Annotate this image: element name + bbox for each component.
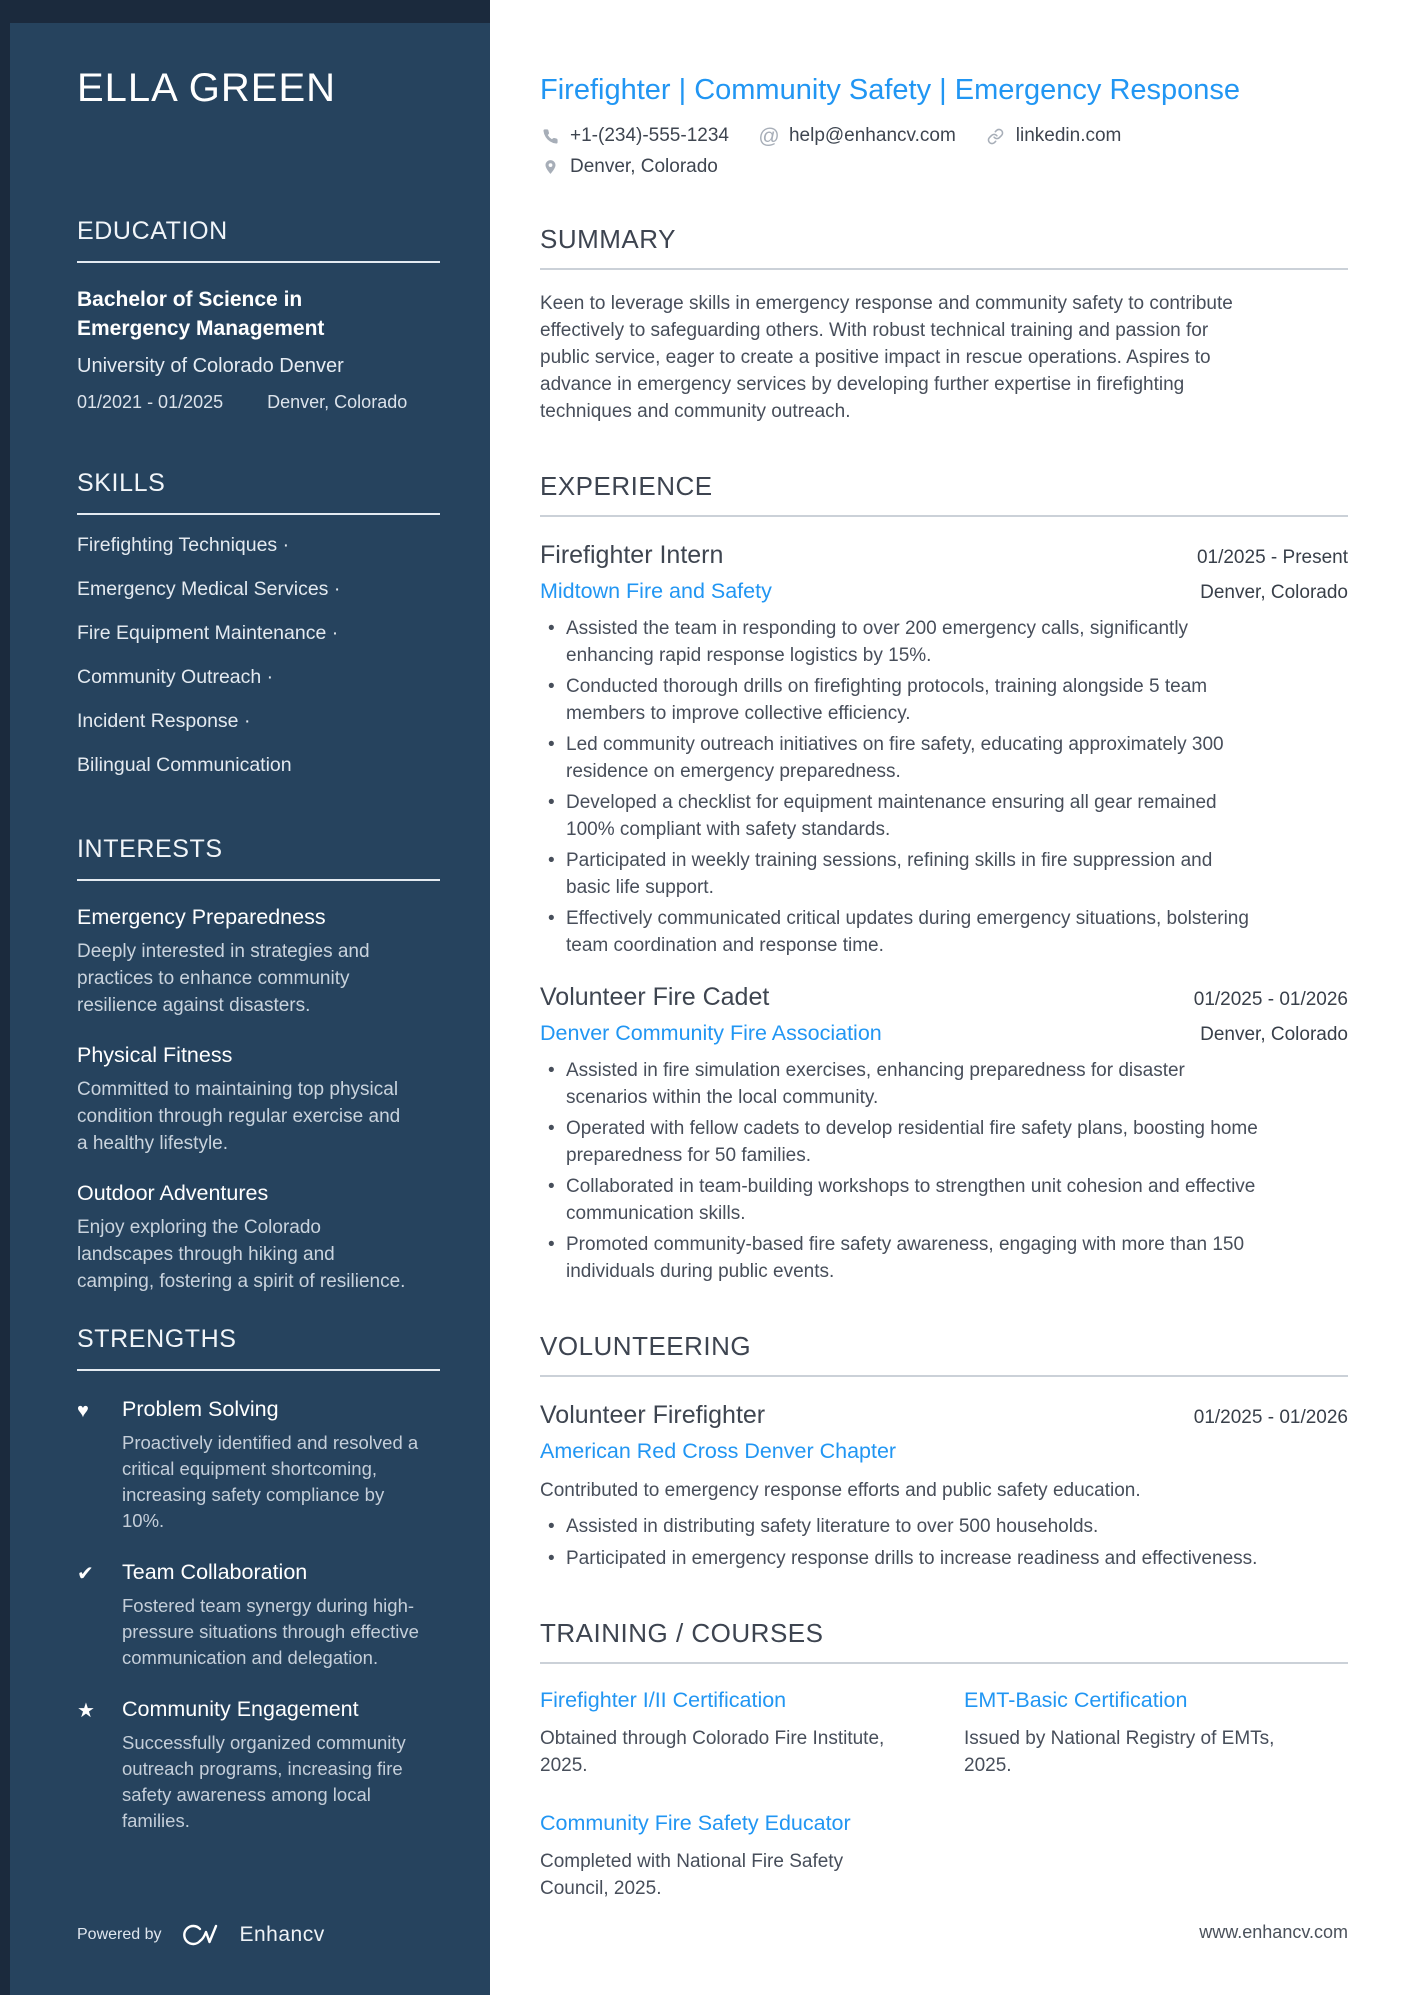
- volunteering-org-row: [540, 1439, 1348, 1464]
- interest-item: [77, 1043, 440, 1157]
- strengths-section: [77, 1325, 440, 1834]
- volunteering-organization: American Red Cross Denver Chapter: [540, 1439, 897, 1463]
- course-title: EMT-Basic Certification: [964, 1688, 1188, 1712]
- interest-title: Physical Fitness: [77, 1043, 233, 1067]
- phone-value[interactable]: +1-(234)-555-1234: [570, 125, 729, 146]
- experience-bullet: • Promoted community-based fire safety awareness, engaging with more than 150 individuals during public events.: [540, 1232, 1260, 1285]
- job-company: Denver Community Fire Association: [540, 1021, 882, 1045]
- job-location: Denver, Colorado: [1200, 582, 1348, 603]
- training-grid: [540, 1688, 1348, 1902]
- link-group[interactable]: [986, 125, 1122, 147]
- link-icon: [986, 128, 1006, 145]
- contact-row-2: [540, 156, 1348, 178]
- job-company-row: [540, 579, 1348, 604]
- job-title-row: [540, 541, 1348, 570]
- candidate-name: ELLA GREEN: [77, 66, 337, 110]
- training-section: [540, 1618, 1348, 1902]
- strength-description: Successfully organized community outreach programs, increasing fire safety awareness among local families.: [122, 1732, 406, 1831]
- job-dates: 01/2025 - Present: [1196, 547, 1348, 568]
- job-company: Midtown Fire and Safety: [540, 579, 772, 603]
- volunteering-entry: [540, 1401, 1348, 1572]
- summary-heading: SUMMARY: [540, 224, 1348, 270]
- education-location: Denver, Colorado: [267, 392, 408, 412]
- powered-by-label: Powered by: [77, 1926, 162, 1943]
- interest-title: Emergency Preparedness: [77, 905, 326, 929]
- interest-title: Outdoor Adventures: [77, 1181, 269, 1205]
- course-entry: [540, 1811, 924, 1902]
- experience-bullet: • Operated with fellow cadets to develop residential fire safety plans, boosting home preparedness for 50 families.: [540, 1116, 1260, 1169]
- skills-list: [77, 532, 440, 779]
- course-title: Community Fire Safety Educator: [540, 1811, 851, 1835]
- strength-body: [122, 1560, 422, 1671]
- interests-heading: INTERESTS: [77, 835, 440, 881]
- skill-item: Firefighting Techniques ·: [77, 534, 290, 556]
- volunteering-bullet: • Participated in emergency response drills to increase readiness and effectiveness.: [540, 1546, 1260, 1573]
- volunteering-bullet: • Assisted in distributing safety literature to over 500 households.: [540, 1514, 1260, 1541]
- course-title: Firefighter I/II Certification: [540, 1688, 787, 1712]
- strengths-heading: STRENGTHS: [77, 1325, 440, 1371]
- main-column: [490, 0, 1410, 1995]
- sidebar: [0, 0, 490, 1995]
- email-icon: @: [758, 124, 780, 148]
- location-group: [540, 156, 718, 178]
- skill-item: Bilingual Communication: [77, 754, 292, 776]
- enhancv-logo-icon: [178, 1921, 224, 1949]
- phone-icon: [540, 128, 560, 145]
- education-heading: EDUCATION: [77, 217, 440, 263]
- experience-bullet: • Conducted thorough drills on firefighting protocols, training alongside 5 team members to improve collective efficiency.: [540, 674, 1260, 727]
- experience-bullet: • Collaborated in team-building workshops to strengthen unit cohesion and effective communication skills.: [540, 1174, 1260, 1227]
- heart-icon: ♥: [77, 1400, 89, 1422]
- contact-block: [540, 125, 1348, 178]
- job-role: Volunteer Fire Cadet: [540, 983, 770, 1011]
- strength-body: [122, 1697, 422, 1834]
- email-group[interactable]: [759, 125, 956, 147]
- strength-title: Team Collaboration: [122, 1560, 308, 1584]
- volunteering-intro: Contributed to emergency response efforts and public safety education.: [540, 1480, 1141, 1501]
- experience-section: [540, 471, 1348, 1285]
- sidebar-top-bar: [0, 0, 490, 23]
- job-location: Denver, Colorado: [1200, 1024, 1348, 1045]
- summary-text: Keen to leverage skills in emergency response and community safety to contribute effectively to safeguarding others. With robust technical training and passion for public service, eager to create a positive impact in rescue operations. Aspires to advance in emergency services by developing further expertise in firefighting techniques and community outreach.: [540, 293, 1233, 422]
- interest-item: [77, 905, 440, 1019]
- strength-title: Community Engagement: [122, 1697, 359, 1721]
- training-heading: TRAINING / COURSES: [540, 1618, 1348, 1664]
- experience-bullet: • Led community outreach initiatives on fire safety, educating approximately 300 residence on emergency preparedness.: [540, 732, 1260, 785]
- strength-description: Fostered team synergy during high-pressure situations through effective communication and delegation.: [122, 1595, 419, 1668]
- check-icon: ✔: [77, 1563, 94, 1585]
- education-degree: Bachelor of Science in Emergency Management: [77, 288, 325, 340]
- course-description: Obtained through Colorado Fire Institute, 2025.: [540, 1728, 885, 1776]
- skill-item: Fire Equipment Maintenance ·: [77, 622, 339, 644]
- education-meta: [77, 392, 440, 413]
- education-dates: 01/2021 - 01/2025: [77, 392, 224, 412]
- experience-bullet: • Participated in weekly training sessions, refining skills in fire suppression and basic life support.: [540, 848, 1260, 901]
- sidebar-content: [0, 23, 490, 1834]
- volunteering-title-row: [540, 1401, 1348, 1430]
- skills-heading: SKILLS: [77, 469, 440, 515]
- location-pin-icon: [540, 158, 560, 176]
- course-entry: [964, 1688, 1348, 1779]
- experience-heading: EXPERIENCE: [540, 471, 1348, 517]
- course-description: Completed with National Fire Safety Council, 2025.: [540, 1851, 844, 1899]
- headline-title: Firefighter | Community Safety | Emergency Response: [540, 74, 1241, 106]
- experience-entry: [540, 983, 1348, 1285]
- strength-item: [77, 1397, 440, 1534]
- experience-bullet: • Assisted in fire simulation exercises, enhancing preparedness for disaster scenarios within the local community.: [540, 1058, 1260, 1111]
- volunteering-role: Volunteer Firefighter: [540, 1401, 766, 1429]
- volunteering-section: [540, 1331, 1348, 1572]
- email-value[interactable]: help@enhancv.com: [788, 125, 956, 146]
- strength-description: Proactively identified and resolved a critical equipment shortcoming, increasing safety compliance by 10%.: [122, 1432, 419, 1531]
- skill-item: Incident Response ·: [77, 710, 251, 732]
- strength-body: [122, 1397, 422, 1534]
- strength-item: [77, 1697, 440, 1834]
- education-section: [77, 217, 440, 413]
- interest-description: Deeply interested in strategies and practices to enhance community resilience against disasters.: [77, 941, 370, 1016]
- enhancv-brand: Enhancv: [239, 1923, 325, 1946]
- job-bullets: [540, 1058, 1348, 1285]
- summary-section: [540, 224, 1348, 425]
- job-bullets: [540, 616, 1348, 959]
- job-company-row: [540, 1021, 1348, 1046]
- star-icon: ★: [77, 1700, 95, 1722]
- interest-description: Committed to maintaining top physical condition through regular exercise and a healthy lifestyle.: [77, 1079, 401, 1154]
- course-entry: [540, 1688, 924, 1779]
- contact-row-1: [540, 125, 1348, 147]
- job-role: Firefighter Intern: [540, 541, 724, 569]
- course-description: Issued by National Registry of EMTs, 2025.: [964, 1728, 1275, 1776]
- interest-item: [77, 1181, 440, 1295]
- experience-bullet: • Assisted the team in responding to over 200 emergency calls, significantly enhancing rapid response logistics by 15%.: [540, 616, 1260, 669]
- strength-title: Problem Solving: [122, 1397, 279, 1421]
- volunteering-dates: 01/2025 - 01/2026: [1193, 1407, 1348, 1428]
- skill-item: Emergency Medical Services ·: [77, 578, 341, 600]
- skills-section: [77, 469, 440, 779]
- volunteering-bullets: [540, 1514, 1348, 1572]
- phone-group[interactable]: [540, 125, 729, 147]
- experience-bullet: • Developed a checklist for equipment maintenance ensuring all gear remained 100% compliant with safety standards.: [540, 790, 1260, 843]
- experience-entry: [540, 541, 1348, 959]
- skill-item: Community Outreach ·: [77, 666, 274, 688]
- link-value[interactable]: linkedin.com: [1015, 125, 1122, 146]
- powered-by-footer[interactable]: [77, 1921, 325, 1949]
- experience-bullet: • Effectively communicated critical updates during emergency situations, bolstering team coordination and response time.: [540, 906, 1260, 959]
- interest-description: Enjoy exploring the Colorado landscapes through hiking and camping, fostering a spirit of resilience.: [77, 1217, 406, 1292]
- education-school: University of Colorado Denver: [77, 355, 344, 377]
- volunteering-heading: VOLUNTEERING: [540, 1331, 1348, 1377]
- location-value: Denver, Colorado: [570, 156, 718, 177]
- interests-section: [77, 835, 440, 1295]
- strength-item: [77, 1560, 440, 1671]
- website-footer[interactable]: www.enhancv.com: [1199, 1922, 1348, 1942]
- job-title-row: [540, 983, 1348, 1012]
- job-dates: 01/2025 - 01/2026: [1193, 989, 1348, 1010]
